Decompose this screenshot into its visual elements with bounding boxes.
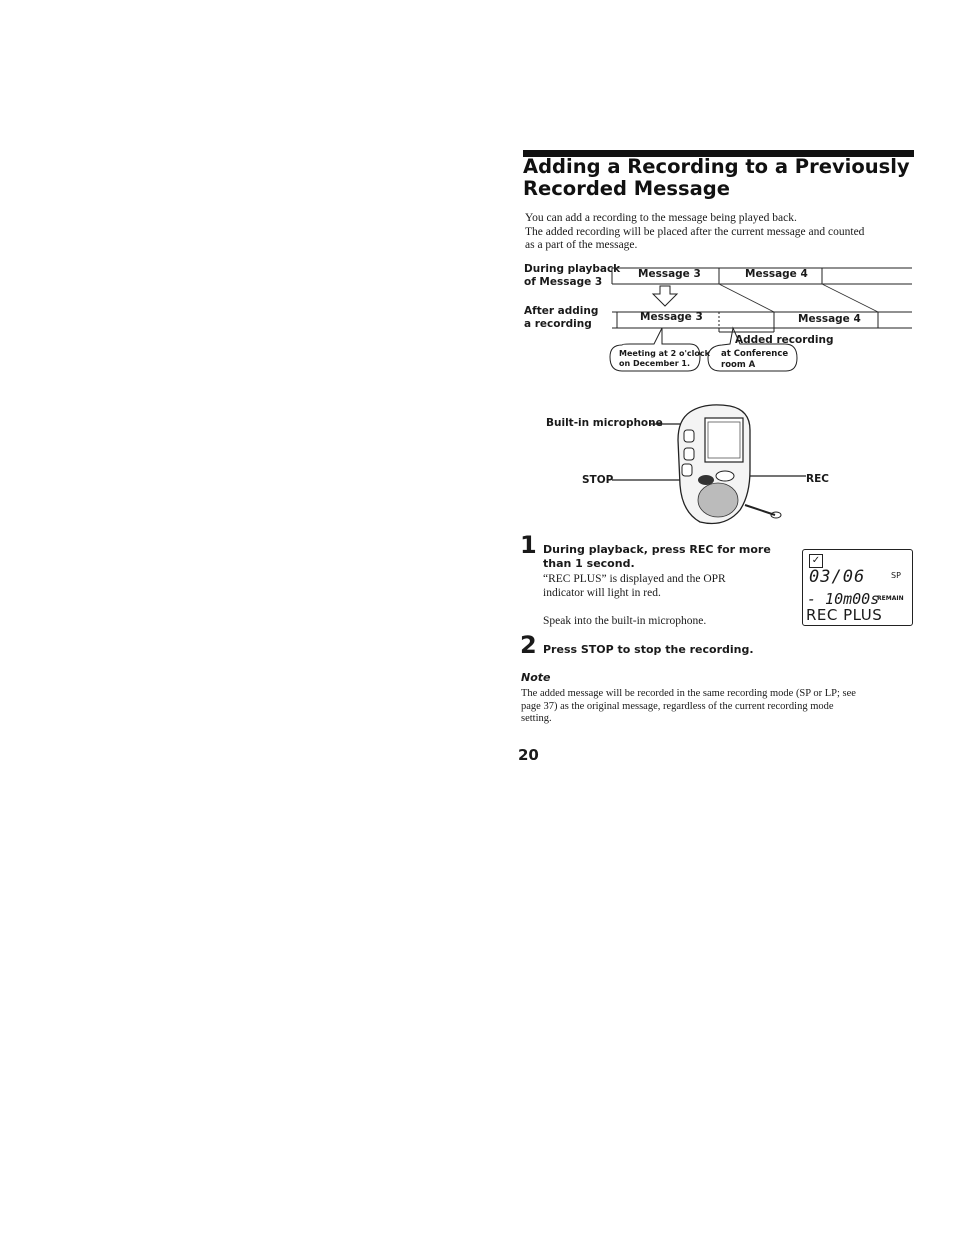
lcd-message-counter: 03/06 [809, 567, 866, 587]
bubble-2-text [721, 349, 788, 371]
during-playback-line-1: During playback [524, 263, 621, 275]
side-button-3 [682, 464, 692, 476]
during-playback-line-2: of Message 3 [524, 276, 603, 288]
speaker-grille [698, 483, 738, 517]
step-1-number: 1 [520, 531, 537, 559]
top-message-4-label: Message 4 [745, 268, 808, 280]
bubble-2-line-1: at Conference [721, 349, 789, 359]
step-1-body-line-1: “REC PLUS” is displayed and the OPR [543, 573, 726, 585]
after-adding-line-1: After adding [524, 305, 599, 317]
bubble-1-text [619, 349, 710, 369]
bubble-1-line-2: on December 1. [619, 359, 691, 368]
expand-line-left [719, 284, 774, 312]
recorder-display-window [705, 418, 743, 462]
step-2-heading: Press STOP to stop the recording. [543, 643, 754, 656]
section-title-line-1: Adding a Recording to a Previously [523, 155, 910, 178]
step-1-body [543, 572, 726, 600]
step-1-body-line-2: indicator will light in red. [543, 587, 661, 599]
section-title [523, 156, 923, 200]
lcd-remain-label: REMAIN [877, 595, 904, 602]
lcd-rec-plus-status: REC PLUS [806, 606, 883, 624]
added-recording-label: Added recording [735, 334, 834, 346]
note-line-1: The added message will be recorded in the same recording mode (SP or LP; see [521, 688, 856, 699]
note-line-2: page 37) as the original message, regardless of the current recording mode [521, 700, 834, 712]
voice-recorder-illustration [600, 400, 920, 530]
step-2-number: 2 [520, 631, 537, 659]
section-title-line-2: Recorded Message [523, 177, 730, 200]
bottom-message-4-label: Message 4 [798, 313, 861, 325]
intro-line-1: You can add a recording to the message being played back. [525, 212, 797, 224]
rec-label: REC [806, 473, 829, 485]
check-icon: ✓ [809, 554, 823, 568]
lcd-display [802, 549, 913, 626]
stop-label: STOP [582, 474, 614, 486]
intro-line-2: The added recording will be placed after the current message and counted [525, 225, 865, 238]
step-1-heading-line-1: During playback, press REC for more [543, 543, 771, 556]
bottom-message-3-label: Message 3 [640, 311, 703, 323]
bubble-2-line-2: room A [721, 360, 756, 370]
side-button-1 [684, 430, 694, 442]
step-1-body-line-3: Speak into the built-in microphone. [543, 615, 707, 627]
after-adding-label [524, 305, 598, 331]
step-1-heading [543, 543, 771, 571]
rec-button [716, 471, 734, 481]
note-label: Note [521, 671, 551, 684]
recorder-strap [745, 505, 775, 515]
down-arrow-icon [653, 286, 677, 306]
side-button-2 [684, 448, 694, 460]
page-number: 20 [518, 746, 539, 764]
after-adding-line-2: a recording [524, 318, 592, 330]
top-message-3-label: Message 3 [638, 268, 701, 280]
lcd-mode: SP [891, 571, 901, 580]
intro-paragraph [525, 212, 915, 253]
bubble-1-line-1: Meeting at 2 o'clock [619, 349, 710, 358]
note-line-3: setting. [521, 713, 552, 724]
expand-line-right [822, 284, 878, 312]
step-1-heading-line-2: than 1 second. [543, 557, 635, 570]
lcd-remaining-time: - 10m00s [807, 590, 880, 608]
intro-line-3: as a part of the message. [525, 239, 638, 251]
note-text [521, 688, 913, 726]
built-in-microphone-label: Built-in microphone [546, 417, 663, 429]
